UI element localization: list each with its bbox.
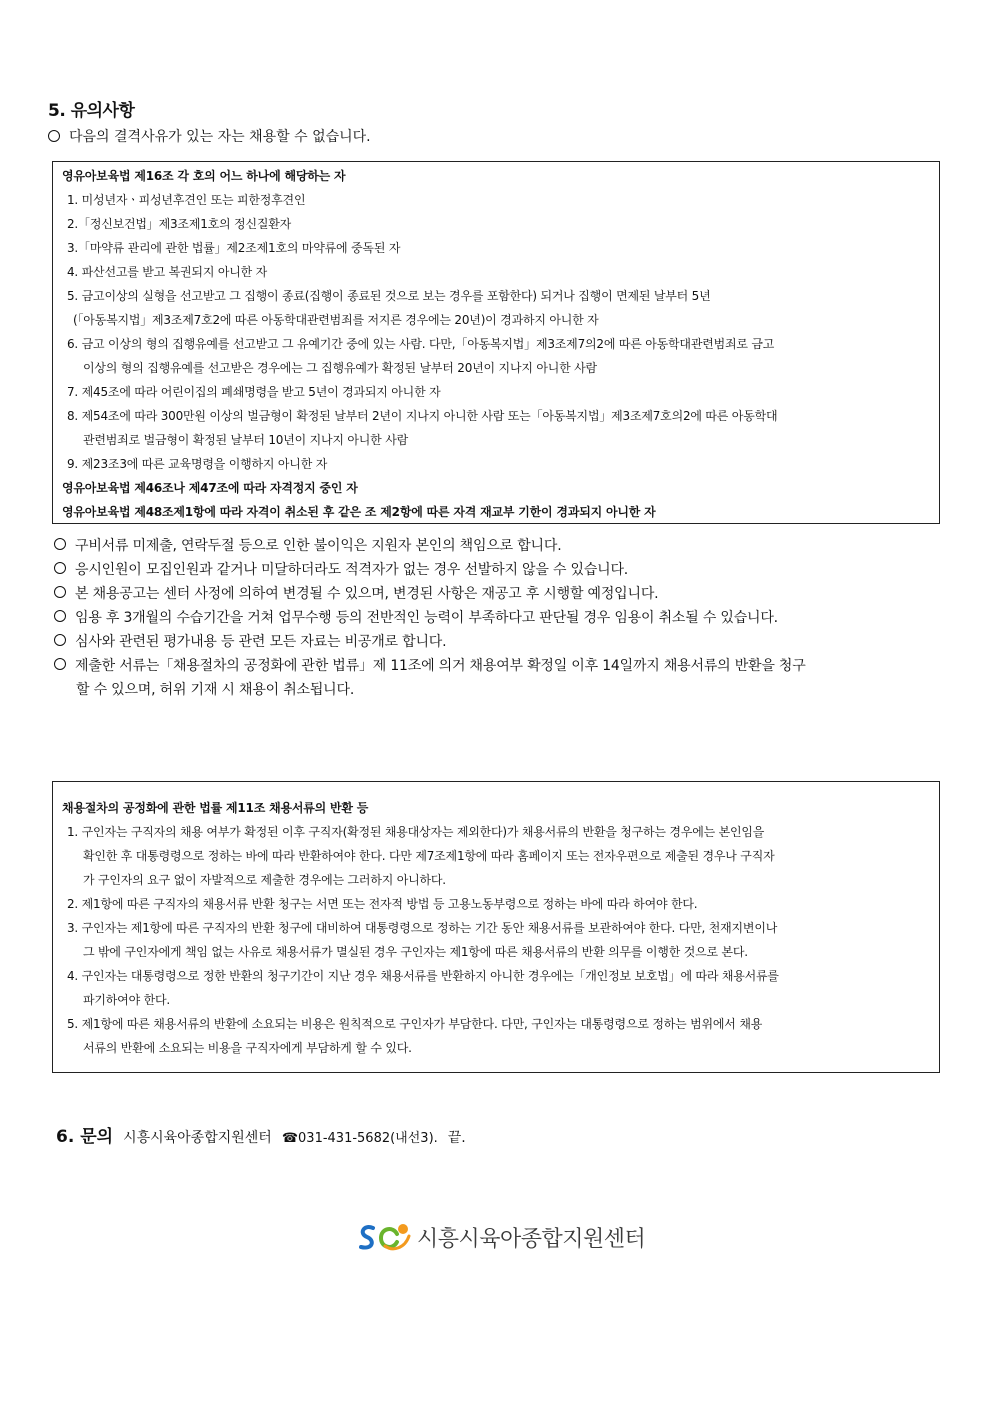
box1-item-cont: 이상의 형의 집행유예를 선고받은 경우에는 그 집행유예가 확정된 날부터 20년이 지나지 아니한 사람 [83, 361, 597, 375]
note-item-cont: 할 수 있으며, 허위 기재 시 채용이 취소됩니다. [76, 682, 355, 698]
box2-line: 파기하여야 한다. [83, 993, 170, 1007]
box2-line: 3. 구인자는 제1항에 따른 구직자의 반환 청구에 대비하여 대통령령으로 정하는 기간 동안 채용서류를 보관하여야 한다. 다만, 천재지변이나 [67, 921, 778, 935]
box1-footer-1: 영유아보육법 제46조나 제47조에 따라 자격정지 중인 자 [62, 481, 358, 495]
box2-line: 서류의 반환에 소요되는 비용을 구직자에게 부담하게 할 수 있다. [83, 1041, 412, 1055]
note-item: 구비서류 미제출, 연락두절 등으로 인한 불이익은 지원자 본인의 책임으로 합니다. [54, 535, 561, 555]
box2-line: 1. 구인자는 구직자의 채용 여부가 확정된 이후 구직자(확정된 채용대상자는 제외한다)가 채용서류의 반환을 청구하는 경우에는 본인임을 [67, 825, 765, 839]
box2-line: 4. 구인자는 대통령령으로 정한 반환의 청구기간이 지난 경우 채용서류를 반환하지 아니한 경우에는「개인정보 보호법」에 따라 채용서류를 [67, 969, 779, 983]
box1-item: 2.「정신보건법」제3조제1호의 정신질환자 [67, 217, 292, 231]
box2-line: 그 밖에 구인자에게 책임 없는 사유로 채용서류가 멸실된 경우 구인자는 제1항에 따른 채용서류의 반환 의무를 이행한 것으로 본다. [83, 945, 748, 959]
box1-heading: 영유아보육법 제16조 각 호의 어느 하나에 해당하는 자 [62, 169, 346, 183]
intro-text: 다음의 결격사유가 있는 자는 채용할 수 없습니다. [69, 129, 371, 145]
section5-intro [48, 126, 371, 146]
box1-item: 1. 미성년자ㆍ피성년후견인 또는 피한정후견인 [67, 193, 306, 207]
box1-item: 7. 제45조에 따라 어린이집의 폐쇄명령을 받고 5년이 경과되지 아니한 자 [67, 385, 441, 399]
contact-center: 시흥시육아종합지원센터 [123, 1130, 272, 1146]
circle-bullet-icon [54, 658, 66, 670]
logo-mark-icon [357, 1220, 413, 1254]
box1-item: 5. 금고이상의 실형을 선고받고 그 집행이 종료(집행이 종료된 것으로 보는 경우를 포함한다) 되거나 집행이 면제된 날부터 5년 [67, 289, 711, 303]
note-item: 심사와 관련된 평가내용 등 관련 모든 자료는 비공개로 합니다. [54, 631, 446, 651]
circle-bullet-icon [54, 562, 66, 574]
circle-bullet-icon [54, 586, 66, 598]
box1-item-cont: (「아동복지법」제3조제7호2에 따른 아동학대관련범죄를 저지른 경우에는 20년)이 경과하지 아니한 자 [73, 313, 599, 327]
contact-phone: ☎031-431-5682(내선3). [281, 1131, 438, 1146]
box2-line: 2. 제1항에 따른 구직자의 채용서류 반환 청구는 서면 또는 전자적 방법 등 고용노동부령으로 정하는 바에 따라 하여야 한다. [67, 897, 698, 911]
box1-item: 9. 제23조3에 따른 교육명령을 이행하지 아니한 자 [67, 457, 328, 471]
note-item: 임용 후 3개월의 수습기간을 거쳐 업무수행 등의 전반적인 능력이 부족하다고 판단될 경우 임용이 취소될 수 있습니다. [54, 607, 778, 627]
circle-bullet-icon [54, 634, 66, 646]
center-logo [357, 1220, 645, 1254]
note-item: 응시인원이 모집인원과 같거나 미달하더라도 적격자가 없는 경우 선발하지 않을 수 있습니다. [54, 559, 628, 579]
section6-title: 6. 문의 [56, 1127, 114, 1147]
circle-bullet-icon [48, 130, 60, 142]
circle-bullet-icon [54, 610, 66, 622]
disqualification-box [52, 161, 940, 524]
box2-line: 가 구인자의 요구 없이 자발적으로 제출한 경우에는 그러하지 아니하다. [83, 873, 446, 887]
logo-text: 시흥시육아종합지원센터 [417, 1226, 646, 1252]
box1-item-cont: 관련범죄로 벌금형이 확정된 날부터 10년이 지나지 아니한 사람 [83, 433, 408, 447]
section6-contact [56, 1122, 466, 1147]
note-item: 제출한 서류는「채용절차의 공정화에 관한 법류」제 11조에 의거 채용여부 확정일 이후 14일까지 채용서류의 반환을 청구 [54, 655, 806, 675]
box1-item: 8. 제54조에 따라 300만원 이상의 벌금형이 확정된 날부터 2년이 지나지 아니한 사람 또는「아동복지법」제3조제7호의2에 따른 아동학대 [67, 409, 778, 423]
note-item: 본 채용공고는 센터 사정에 의하여 변경될 수 있으며, 변경된 사항은 재공고 후 시행할 예정입니다. [54, 583, 658, 603]
box1-item: 6. 금고 이상의 형의 집행유예를 선고받고 그 유예기간 중에 있는 사람. 다만,「아동복지법」제3조제7의2에 따른 아동학대관련범죄로 금고 [67, 337, 775, 351]
section5-title: 5. 유의사항 [48, 101, 135, 121]
box2-heading: 채용절차의 공정화에 관한 법률 제11조 채용서류의 반환 등 [62, 801, 369, 815]
document-return-box [52, 781, 940, 1073]
box2-line: 5. 제1항에 따른 채용서류의 반환에 소요되는 비용은 원칙적으로 구인자가 부담한다. 다만, 구인자는 대통령령으로 정하는 범위에서 채용 [67, 1017, 763, 1031]
box2-line: 확인한 후 대통령령으로 정하는 바에 따라 반환하여야 한다. 다만 제7조제1항에 따라 홈페이지 또는 전자우편으로 제출된 경우나 구직자 [83, 849, 775, 863]
box1-footer-2: 영유아보육법 제48조제1항에 따라 자격이 취소된 후 같은 조 제2항에 따른 자격 재교부 기한이 경과되지 아니한 자 [62, 505, 656, 519]
box1-item: 4. 파산선고를 받고 복권되지 아니한 자 [67, 265, 268, 279]
circle-bullet-icon [54, 538, 66, 550]
box1-item: 3.「마약류 관리에 관한 법률」제2조제1호의 마약류에 중독된 자 [67, 241, 401, 255]
end-mark: 끝. [447, 1130, 466, 1146]
